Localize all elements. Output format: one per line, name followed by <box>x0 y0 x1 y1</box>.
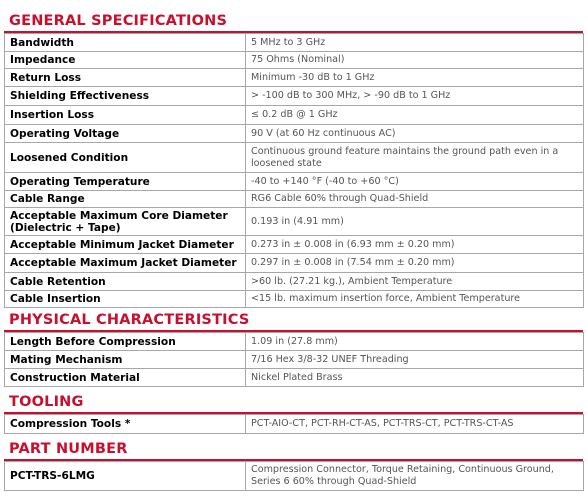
spec-label: Insertion Loss <box>5 106 246 125</box>
spec-row <box>5 34 584 52</box>
spec-row <box>5 291 584 308</box>
spec-value: Nickel Plated Brass <box>246 369 584 387</box>
part-number-table <box>4 461 584 491</box>
spec-value: 0.193 in (4.91 mm) <box>246 208 584 236</box>
spec-label: Loosened Condition <box>5 143 246 173</box>
spec-label: PCT-TRS-6LMG <box>5 462 246 491</box>
spec-label: Cable Insertion <box>5 291 246 308</box>
spec-row <box>5 333 584 351</box>
physical-characteristics-table <box>4 332 584 387</box>
spec-value: Continuous ground feature maintains the ground path even in a loosened state <box>246 143 584 173</box>
spec-row <box>5 69 584 87</box>
spec-row <box>5 236 584 254</box>
tooling-table <box>4 414 584 434</box>
section-title: TOOLING <box>9 394 84 410</box>
spec-label: Acceptable Maximum Core Diameter (Dielectric + Tape) <box>5 208 246 236</box>
spec-label: Impedance <box>5 52 246 69</box>
spec-value: <15 lb. maximum insertion force, Ambient Temperature <box>246 291 584 308</box>
spec-row <box>5 52 584 69</box>
section-header-part-number <box>4 440 583 461</box>
spec-row <box>5 273 584 291</box>
spec-row <box>5 125 584 143</box>
spec-row <box>5 143 584 173</box>
spec-label: Construction Material <box>5 369 246 387</box>
spec-row <box>5 462 584 491</box>
spec-sheet <box>4 12 583 491</box>
spec-label: Bandwidth <box>5 34 246 52</box>
spec-label: Acceptable Minimum Jacket Diameter <box>5 236 246 254</box>
spec-label: Operating Voltage <box>5 125 246 143</box>
spec-label: Cable Range <box>5 191 246 208</box>
spec-label: Compression Tools * <box>5 415 246 434</box>
spec-label: Shielding Effectiveness <box>5 87 246 106</box>
section-header-tooling <box>4 393 583 414</box>
spec-label: Mating Mechanism <box>5 351 246 369</box>
spec-label: Return Loss <box>5 69 246 87</box>
section-title: PHYSICAL CHARACTERISTICS <box>9 312 250 328</box>
general-specifications-table <box>4 33 584 308</box>
spec-value: 7/16 Hex 3/8-32 UNEF Threading <box>246 351 584 369</box>
spec-label: Operating Temperature <box>5 173 246 191</box>
spec-value: PCT-AIO-CT, PCT-RH-CT-AS, PCT-TRS-CT, PCT-TRS-CT-AS <box>246 415 584 434</box>
section-header-physical-characteristics <box>4 311 583 332</box>
spec-value: 5 MHz to 3 GHz <box>246 34 584 52</box>
spec-row <box>5 254 584 273</box>
spec-value: 90 V (at 60 Hz continuous AC) <box>246 125 584 143</box>
spec-row <box>5 191 584 208</box>
spec-row <box>5 369 584 387</box>
spec-value: RG6 Cable 60% through Quad-Shield <box>246 191 584 208</box>
spec-label: Acceptable Maximum Jacket Diameter <box>5 254 246 273</box>
spec-row <box>5 173 584 191</box>
spec-value: Minimum -30 dB to 1 GHz <box>246 69 584 87</box>
spec-label: Length Before Compression <box>5 333 246 351</box>
spec-value: Compression Connector, Torque Retaining, Continuous Ground, Series 6 60% through Quad-Shield <box>246 462 584 491</box>
section-title: GENERAL SPECIFICATIONS <box>9 13 228 29</box>
spec-row <box>5 415 584 434</box>
spec-row <box>5 208 584 236</box>
spec-value: ≤ 0.2 dB @ 1 GHz <box>246 106 584 125</box>
section-header-general-specifications <box>4 12 583 33</box>
spec-row <box>5 351 584 369</box>
spec-label: Cable Retention <box>5 273 246 291</box>
spec-value: >60 lb. (27.21 kg.), Ambient Temperature <box>246 273 584 291</box>
spec-row <box>5 87 584 106</box>
spec-value: -40 to +140 °F (-40 to +60 °C) <box>246 173 584 191</box>
spec-value: 1.09 in (27.8 mm) <box>246 333 584 351</box>
section-title: PART NUMBER <box>9 441 128 457</box>
spec-value: 75 Ohms (Nominal) <box>246 52 584 69</box>
spec-value: > -100 dB to 300 MHz, > -90 dB to 1 GHz <box>246 87 584 106</box>
spec-value: 0.273 in ± 0.008 in (6.93 mm ± 0.20 mm) <box>246 236 584 254</box>
spec-value: 0.297 in ± 0.008 in (7.54 mm ± 0.20 mm) <box>246 254 584 273</box>
spec-row <box>5 106 584 125</box>
